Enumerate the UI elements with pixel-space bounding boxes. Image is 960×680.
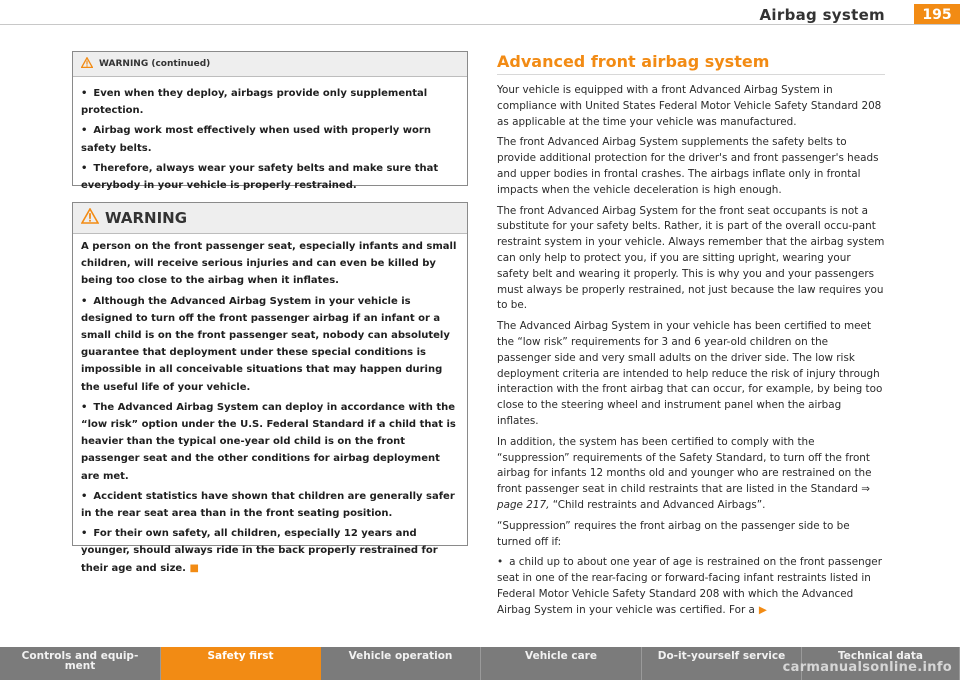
tab-vehicle-care[interactable]: Vehicle care <box>481 647 642 680</box>
paragraph: The front Advanced Airbag System for the front seat occupants is not a substitute for your safety belts. Rather, it is part of the overall occu-pant restraint system in your vehicle. Always remember that the airbag system can only help to protect you, if you are sitting upright, wearing your safety belt and wearing it properly. This is why you and your passengers must always be properly restrained, not just because the law requires you to be. <box>497 204 885 312</box>
warning-continued-title: WARNING (continued) <box>99 59 211 69</box>
tab-technical-data[interactable]: Technical data <box>802 647 960 680</box>
warning-intro: A person on the front passenger seat, especially infants and small children, will receive serious injuries and can even be killed by being too close to the airbag when it inflates. <box>81 241 457 287</box>
article-title: Advanced front airbag system <box>497 52 885 75</box>
warning-continued-bullet: • Therefore, always wear your safety belts and make sure that everybody in your vehicle is properly restrained. <box>81 162 439 192</box>
section-title: Airbag system <box>759 6 885 24</box>
warning-continued-bullet: • Airbag work most effectively when used with properly worn safety belts. <box>81 125 431 154</box>
warning-continued-bullet: • Even when they deploy, airbags provide only supplemental protection. <box>81 88 428 117</box>
page-reference-link[interactable]: ⇒ page 217, <box>497 483 870 511</box>
warning-title: WARNING <box>105 209 188 227</box>
warning-continued-header <box>73 52 467 77</box>
warning-triangle-icon <box>81 208 99 228</box>
paragraph: The Advanced Airbag System in your vehicle has been certified to meet the “low risk” requirements for 3 and 6 year-old children on the passenger side and very small adults on the driver side. The low risk deployment criteria are intended to help reduce the risk of injury through interaction with the front airbag that can occur, for example, by being too close to the steering wheel and instrument panel when the airbag inflates. <box>497 320 883 427</box>
warning-bullet: • Although the Advanced Airbag System in your vehicle is designed to turn off the front passenger airbag if an infant or a small child is on the front passenger seat, nobody can absolutely guarantee that deployment under these special conditions is impossible in all conceivable situations that may happen during the useful life of your vehicle. <box>81 295 450 393</box>
right-column <box>497 52 885 624</box>
paragraph: The front Advanced Airbag System supplements the safety belts to provide additional protection for the driver's and front passenger's heads and upper bodies in frontal crashes. The airbags inflate only in frontal impacts when the vehicle deceleration is high enough. <box>497 136 879 196</box>
header-divider <box>0 24 960 25</box>
list-item: • a child up to about one year of age is restrained on the front passenger seat in one of the rear-facing or forward-facing infant restraints listed in Federal Motor Vehicle Safety Standard 208 with which the Advanced Airbag System in your vehicle was certified. For a ▶ <box>497 556 882 616</box>
tab-safety-first[interactable]: Safety first <box>161 647 321 680</box>
tab-controls-and-equipment[interactable]: Controls and equip- ment <box>0 647 161 680</box>
warning-bullet: • For their own safety, all children, especially 12 years and younger, should always ride in the back properly restrained for their age and size. ■ <box>81 528 438 574</box>
warning-bullet: • Accident statistics have shown that children are generally safer in the rear seat area than in the front seating position. <box>81 490 455 520</box>
warning-continued-box <box>72 51 468 192</box>
paragraph: Your vehicle is equipped with a front Advanced Airbag System in compliance with United States Federal Motor Vehicle Safety Standard 208 as applicable at the time your vehicle was manufactured. <box>497 84 882 128</box>
warning-bullet: • The Advanced Airbag System can deploy in accordance with the “low risk” option under the U.S. Federal Standard if a child that is heavier than the typical one-year old child is on the front passenger seat and the other conditions for airbag deployment are met. <box>81 401 456 482</box>
end-mark: ■ <box>189 562 199 574</box>
warning-box <box>72 202 468 574</box>
warning-header <box>73 203 467 234</box>
continue-arrow-icon: ▶ <box>758 603 767 616</box>
watermark: carmanualsonline.info <box>782 660 952 675</box>
tab-do-it-yourself-service[interactable]: Do-it-yourself service <box>642 647 802 680</box>
warning-triangle-icon <box>81 57 93 71</box>
paragraph: In addition, the system has been certified to comply with the “suppression” requirements of the Safety Standard, to turn off the front airbag for infants 12 months old and younger who are restrained on the front passenger seat in child restraints that are listed in the Standard ⇒ page 217, “Child restraints and Advanced Airbags”. <box>497 435 872 511</box>
paragraph: “Suppression” requires the front airbag on the passenger side to be turned off if: <box>497 519 850 548</box>
page-number: 195 <box>914 4 960 25</box>
tab-vehicle-operation[interactable]: Vehicle operation <box>321 647 481 680</box>
